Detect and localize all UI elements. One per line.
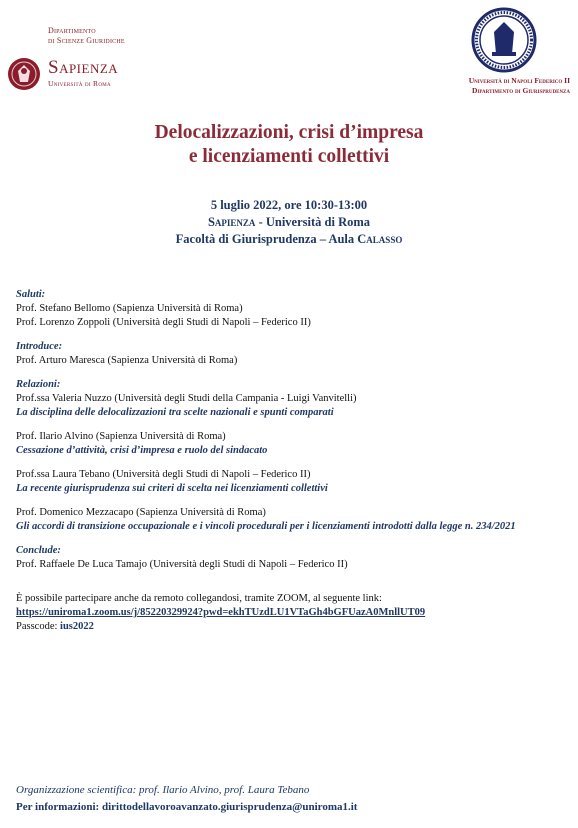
- passcode: [16, 620, 572, 634]
- passcode-value: ius2022: [60, 621, 94, 632]
- napoli-line-2: Dipartimento di Giurisprudenza: [472, 86, 570, 95]
- place-room: Calasso: [357, 232, 403, 246]
- saluti-heading: Saluti:: [16, 289, 46, 300]
- place-prefix: Facoltà di Giurisprudenza – Aula: [175, 232, 358, 246]
- event-title: [0, 121, 578, 169]
- introduce-speaker: Prof. Arturo Maresca (Sapienza Università di Roma): [16, 355, 238, 366]
- event-place: [0, 231, 578, 248]
- saluti-speaker: Prof. Stefano Bellomo (Sapienza Università di Roma): [16, 303, 243, 314]
- talk-speaker: Prof.ssa Valeria Nuzzo (Università degli Studi della Campania - Luigi Vanvitelli): [16, 393, 357, 404]
- event-venue: [0, 214, 578, 231]
- sapienza-logo-icon: [6, 56, 42, 92]
- info-contact: [16, 801, 357, 813]
- napoli-line-1: Università di Napoli Federico II: [468, 76, 570, 85]
- talk-speaker: Prof.ssa Laura Tebano (Università degli Studi di Napoli – Federico II): [16, 469, 311, 480]
- talk-speaker: Prof. Ilario Alvino (Sapienza Università di Roma): [16, 431, 226, 442]
- introduce-heading: Introduce:: [16, 341, 63, 352]
- venue-rest: - Università di Roma: [255, 215, 371, 229]
- department-label: [48, 26, 125, 46]
- organization-note: Organizzazione scientifica: prof. Ilario Alvino, prof. Laura Tebano: [16, 784, 310, 796]
- event-date: 5 luglio 2022, ore 10:30-13:00: [210, 198, 368, 212]
- sapienza-subtitle: Università di Roma: [48, 79, 111, 88]
- napoli-seal-icon: [464, 6, 544, 74]
- conclude-speaker: Prof. Raffaele De Luca Tamajo (Università degli Studi di Napoli – Federico II): [16, 559, 348, 570]
- event-info: [0, 197, 578, 248]
- department-line-2: di Scienze Giuridiche: [48, 36, 125, 45]
- passcode-label: Passcode:: [16, 621, 61, 632]
- zoom-link[interactable]: https://uniroma1.zoom.us/j/85220329924?pwd=ekhTUzdLU1VTaGh4bGFUazA0MnllUT09: [16, 607, 426, 618]
- info-email[interactable]: dirittodellavoroavanzato.giurisprudenza@uniroma1.it: [101, 801, 358, 813]
- title-line-2: e licenziamenti collettivi: [188, 146, 390, 167]
- conclude-heading: Conclude:: [16, 545, 61, 556]
- relazioni-heading: Relazioni:: [16, 379, 61, 390]
- talk-title: La disciplina delle delocalizzazioni tra scelte nazionali e spunti comparati: [16, 407, 334, 418]
- program: [16, 288, 572, 634]
- talk-speaker: Prof. Domenico Mezzacapo (Sapienza Università di Roma): [16, 507, 266, 518]
- sapienza-name: Sapienza: [48, 57, 119, 78]
- napoli-dept-label: [469, 76, 570, 96]
- remote-text: È possibile partecipare anche da remoto collegandosi, tramite ZOOM, al seguente link:: [16, 593, 382, 604]
- talk-title: La recente giurisprudenza sui criteri di scelta nei licenziamenti collettivi: [16, 483, 328, 494]
- talk-title: Cessazione d’attività, crisi d’impresa e ruolo del sindacato: [16, 445, 268, 456]
- title-line-1: Delocalizzazioni, crisi d’impresa: [154, 122, 424, 143]
- department-line-1: Dipartimento: [48, 26, 96, 35]
- saluti-speaker: Prof. Lorenzo Zoppoli (Università degli Studi di Napoli – Federico II): [16, 317, 311, 328]
- info-label: Per informazioni:: [16, 801, 102, 813]
- venue-name: Sapienza: [207, 215, 256, 229]
- talk-title: Gli accordi di transizione occupazionale e i vincoli procedurali per i licenziamenti introdotti dalla legge n. 234/2021: [16, 521, 516, 532]
